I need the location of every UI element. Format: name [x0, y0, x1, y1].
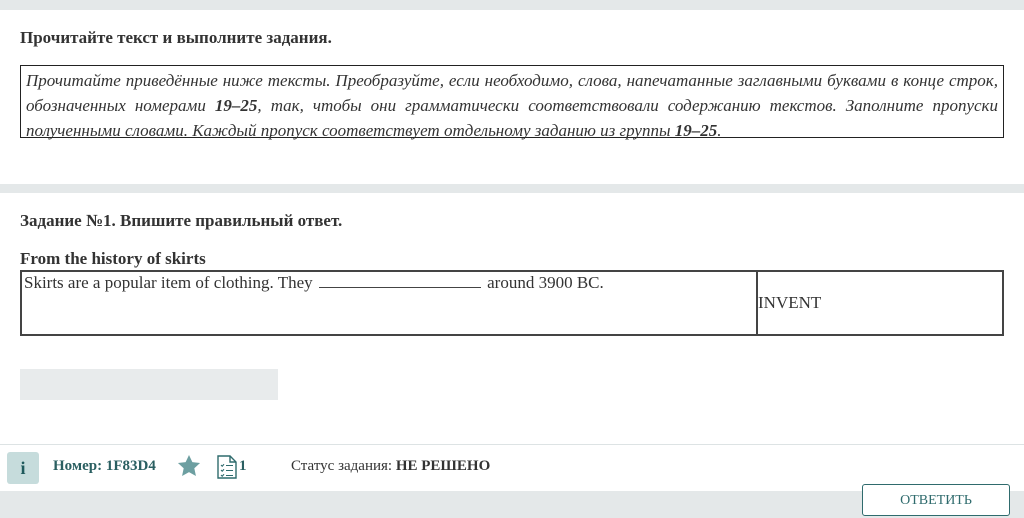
answer-input[interactable]	[20, 369, 278, 400]
task-sentence-cell	[21, 271, 757, 335]
section-divider	[0, 184, 1024, 193]
instruction-text-1: Прочитайте приведённые ниже тексты. Преобразуйте, если необходимо, слова, напечатанные заглавными буквами в конце строк, обозначенных номерами	[26, 71, 998, 115]
sentence-blank	[319, 273, 481, 288]
task-title: Задание №1. Впишите правильный ответ.	[20, 211, 343, 230]
footer-divider	[0, 444, 1024, 445]
instruction-text-2: , так, чтобы они грамматически соответствовали содержанию текстов. Заполните пропуски полученными словами. Каждый пропуск соответствует отдельному заданию из группы	[26, 96, 998, 140]
sentence-after: around 3900 BC.	[487, 273, 604, 292]
status-label: Статус задания:	[291, 458, 393, 474]
task-number: Номер: 1F83D4	[53, 458, 156, 474]
task-word: INVENT	[758, 293, 822, 312]
document-list-icon[interactable]	[217, 455, 237, 484]
sentence-before: Skirts are a popular item of clothing. They	[24, 273, 313, 292]
instruction-text-3: .	[717, 121, 722, 140]
instruction-range-1: 19–25	[214, 96, 258, 115]
instruction-box	[20, 65, 1004, 138]
text-title: From the history of skirts	[20, 249, 206, 268]
submit-button[interactable]: ОТВЕТИТЬ	[862, 484, 1010, 516]
top-band	[0, 0, 1024, 10]
task-word-cell	[757, 271, 1003, 335]
task-table	[20, 270, 1004, 336]
document-count: 1	[239, 458, 247, 474]
page-title: Прочитайте текст и выполните задания.	[20, 28, 332, 47]
status-value: НЕ РЕШЕНО	[395, 458, 491, 474]
star-icon[interactable]	[176, 453, 202, 484]
instruction-range-2: 19–25	[674, 121, 718, 140]
task-status	[291, 458, 490, 475]
info-button[interactable]: i	[7, 452, 39, 484]
